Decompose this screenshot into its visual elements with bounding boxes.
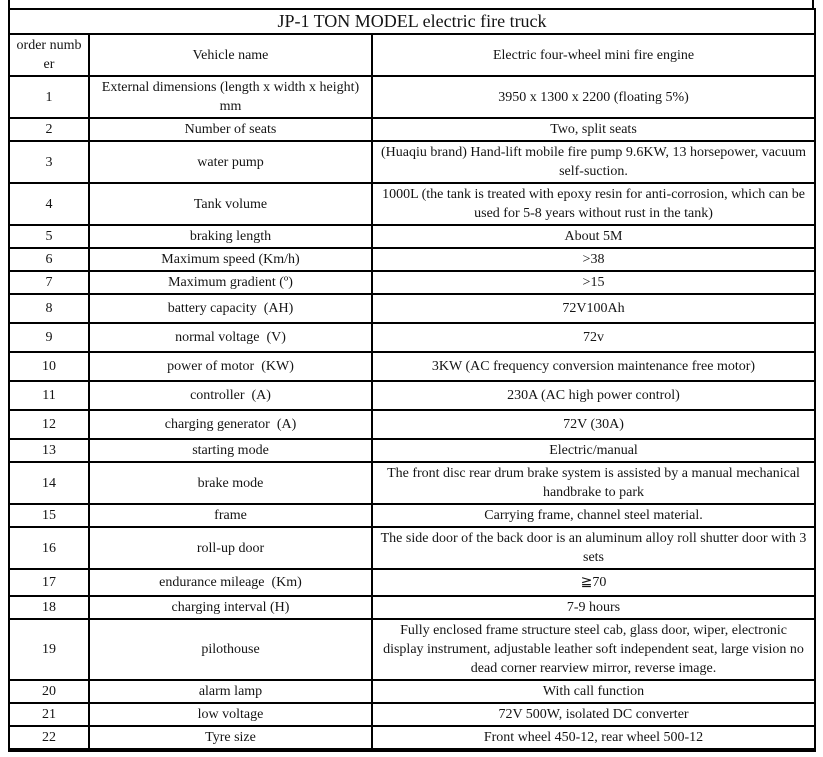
row-number-cell: 2 (9, 118, 89, 141)
row-name-cell: power of motor (KW) (89, 352, 372, 381)
row-name-cell: Tyre size (89, 726, 372, 750)
row-number-cell: 10 (9, 352, 89, 381)
row-number-cell: 8 (9, 294, 89, 323)
row-number-cell: 19 (9, 619, 89, 680)
title-row (9, 9, 815, 34)
table-row (9, 381, 815, 410)
table-row (9, 619, 815, 680)
row-number-cell: 20 (9, 680, 89, 703)
row-value-cell: 72V100Ah (372, 294, 815, 323)
table-row (9, 248, 815, 271)
header-vehicle-name: Vehicle name (89, 34, 372, 76)
row-value-cell: The front disc rear drum brake system is assisted by a manual mechanical handbrake to park (372, 462, 815, 504)
row-value-cell: 3950 x 1300 x 2200 (floating 5%) (372, 76, 815, 118)
row-value-cell: 230A (AC high power control) (372, 381, 815, 410)
row-number-cell: 12 (9, 410, 89, 439)
table-row (9, 569, 815, 596)
row-value-cell: Fully enclosed frame structure steel cab, glass door, wiper, electronic display instrument, adjustable leather soft independent seat, large vision no dead corner rearview mirror, reverse image. (372, 619, 815, 680)
header-order-number: order number (9, 34, 89, 76)
table-row (9, 410, 815, 439)
row-value-cell: Front wheel 450-12, rear wheel 500-12 (372, 726, 815, 750)
row-name-cell: endurance mileage (Km) (89, 569, 372, 596)
table-row (9, 118, 815, 141)
row-name-cell: starting mode (89, 439, 372, 462)
row-value-cell: 3KW (AC frequency conversion maintenance free motor) (372, 352, 815, 381)
row-value-cell: With call function (372, 680, 815, 703)
row-value-cell: 1000L (the tank is treated with epoxy resin for anti-corrosion, which can be used for 5-8 years without rust in the tank) (372, 183, 815, 225)
header-engine-type: Electric four-wheel mini fire engine (372, 34, 815, 76)
row-name-cell: controller (A) (89, 381, 372, 410)
row-value-cell: (Huaqiu brand) Hand-lift mobile fire pump 9.6KW, 13 horsepower, vacuum self-suction. (372, 141, 815, 183)
row-name-cell: charging interval (H) (89, 596, 372, 619)
row-name-cell: pilothouse (89, 619, 372, 680)
row-value-cell: 72V 500W, isolated DC converter (372, 703, 815, 726)
row-value-cell: 72V (30A) (372, 410, 815, 439)
table-row (9, 703, 815, 726)
row-number-cell: 4 (9, 183, 89, 225)
table-title: JP-1 TON MODEL electric fire truck (9, 9, 815, 34)
row-name-cell: low voltage (89, 703, 372, 726)
row-number-cell: 11 (9, 381, 89, 410)
table-row (9, 183, 815, 225)
row-name-cell: Number of seats (89, 118, 372, 141)
row-name-cell: External dimensions (length x width x height) mm (89, 76, 372, 118)
table-row (9, 596, 815, 619)
table-row (9, 504, 815, 527)
row-value-cell: >38 (372, 248, 815, 271)
row-number-cell: 5 (9, 225, 89, 248)
row-name-cell: alarm lamp (89, 680, 372, 703)
row-name-cell: roll-up door (89, 527, 372, 569)
spec-table (8, 8, 816, 752)
row-value-cell: Electric/manual (372, 439, 815, 462)
row-name-cell: water pump (89, 141, 372, 183)
row-name-cell: charging generator (A) (89, 410, 372, 439)
table-row (9, 225, 815, 248)
row-value-cell: About 5M (372, 225, 815, 248)
cutoff-row-top (8, 0, 814, 8)
table-row (9, 323, 815, 352)
row-number-cell: 16 (9, 527, 89, 569)
table-row (9, 352, 815, 381)
row-name-cell: Tank volume (89, 183, 372, 225)
row-value-cell: Two, split seats (372, 118, 815, 141)
row-value-cell: Carrying frame, channel steel material. (372, 504, 815, 527)
row-number-cell: 18 (9, 596, 89, 619)
row-value-cell: ≧70 (372, 569, 815, 596)
row-name-cell: Maximum speed (Km/h) (89, 248, 372, 271)
table-row (9, 726, 815, 750)
row-number-cell: 22 (9, 726, 89, 750)
row-number-cell: 9 (9, 323, 89, 352)
header-row (9, 34, 815, 76)
row-name-cell: brake mode (89, 462, 372, 504)
spec-table-container (8, 0, 814, 752)
row-value-cell: The side door of the back door is an aluminum alloy roll shutter door with 3 sets (372, 527, 815, 569)
row-value-cell: >15 (372, 271, 815, 294)
row-value-cell: 72v (372, 323, 815, 352)
row-name-cell: Maximum gradient (º) (89, 271, 372, 294)
table-row (9, 76, 815, 118)
table-row (9, 439, 815, 462)
row-number-cell: 1 (9, 76, 89, 118)
row-number-cell: 17 (9, 569, 89, 596)
row-number-cell: 21 (9, 703, 89, 726)
table-row (9, 680, 815, 703)
row-value-cell: 7-9 hours (372, 596, 815, 619)
row-name-cell: frame (89, 504, 372, 527)
row-name-cell: battery capacity (AH) (89, 294, 372, 323)
table-row (9, 141, 815, 183)
row-number-cell: 14 (9, 462, 89, 504)
row-number-cell: 7 (9, 271, 89, 294)
table-row (9, 527, 815, 569)
row-name-cell: normal voltage (V) (89, 323, 372, 352)
row-number-cell: 15 (9, 504, 89, 527)
table-row (9, 462, 815, 504)
table-row (9, 294, 815, 323)
row-number-cell: 3 (9, 141, 89, 183)
spec-rows (9, 76, 815, 750)
row-name-cell: braking length (89, 225, 372, 248)
table-row (9, 271, 815, 294)
row-number-cell: 6 (9, 248, 89, 271)
row-number-cell: 13 (9, 439, 89, 462)
